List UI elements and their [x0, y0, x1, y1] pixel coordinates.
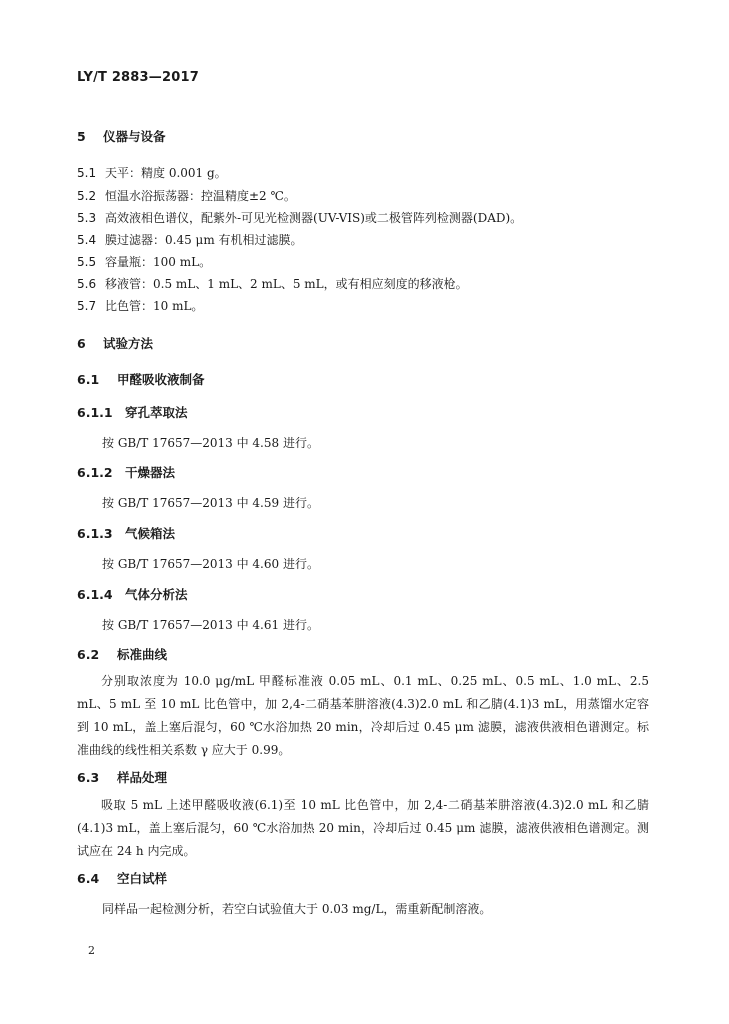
section-6-1-1-heading: 6.1.1 穿孔萃取法 — [77, 405, 188, 420]
section-6-heading: 6 试验方法 — [77, 336, 154, 351]
item-5-5: 5.5 容量瓶：100 mL。 — [77, 255, 212, 269]
item-5-7: 5.7 比色管：10 mL。 — [77, 299, 204, 313]
item-5-6: 5.6 移液管：0.5 mL、1 mL、2 mL、5 mL，或有相应刻度的移液枪。 — [77, 277, 468, 291]
section-6-2-heading: 6.2 标准曲线 — [77, 647, 168, 662]
item-5-3: 5.3 高效液相色谱仪，配紫外-可见光检测器(UV-VIS)或二极管阵列检测器(DAD)。 — [77, 211, 523, 225]
section-6-3-heading: 6.3 样品处理 — [77, 770, 168, 785]
standard-code-header: LY/T 2883—2017 — [77, 70, 199, 85]
item-5-4: 5.4 膜过滤器：0.45 μm 有机相过滤膜。 — [77, 233, 303, 247]
section-6-1-4-heading: 6.1.4 气体分析法 — [77, 587, 188, 602]
item-5-1: 5.1 天平：精度 0.001 g。 — [77, 166, 227, 180]
section-6-1-1-text: 按 GB/T 17657—2013 中 4.58 进行。 — [102, 436, 319, 450]
section-6-3-text: 吸取 5 mL 上述甲醛吸收液(6.1)至 10 mL 比色管中，加 2,4-二硝基苯肼溶液(4.3)2.0 mL 和乙腈(4.1)3 mL，盖上塞后混匀，60 ℃水浴加热 20 min，冷却后过 0.45 μm 滤膜，滤液供液相色谱测定。测试应在 24 h 内完成。 — [77, 798, 649, 858]
section-6-1-3-text: 按 GB/T 17657—2013 中 4.60 进行。 — [102, 557, 319, 571]
section-6-2-text: 分别取浓度为 10.0 μg/mL 甲醛标准液 0.05 mL、0.1 mL、0.25 mL、0.5 mL、1.0 mL、2.5 mL、5 mL 至 10 mL 比色管中，加 2,4-二硝基苯肼溶液(4.3)2.0 mL 和乙腈(4.1)3 mL，用蒸馏水定容到 10 mL，盖上塞后混匀，60 ℃水浴加热 20 min，冷却后过 0.45 μm 滤膜，滤液供液相色谱测定。标准曲线的线性相关系数 γ 应大于 0.99。 — [77, 674, 649, 757]
section-6-1-4-text: 按 GB/T 17657—2013 中 4.61 进行。 — [102, 618, 319, 632]
section-6-4-heading: 6.4 空白试样 — [77, 871, 168, 886]
section-6-1-3-heading: 6.1.3 气候箱法 — [77, 526, 176, 541]
section-5-heading: 5 仪器与设备 — [77, 129, 166, 144]
section-6-1-2-heading: 6.1.2 干燥器法 — [77, 465, 176, 480]
section-6-4-text: 同样品一起检测分析，若空白试验值大于 0.03 mg/L，需重新配制溶液。 — [102, 902, 492, 916]
item-5-2: 5.2 恒温水浴振荡器：控温精度±2 ℃。 — [77, 189, 296, 203]
page-number: 2 — [88, 944, 95, 957]
section-6-1-2-text: 按 GB/T 17657—2013 中 4.59 进行。 — [102, 496, 319, 510]
section-6-1-heading: 6.1 甲醛吸收液制备 — [77, 372, 205, 387]
